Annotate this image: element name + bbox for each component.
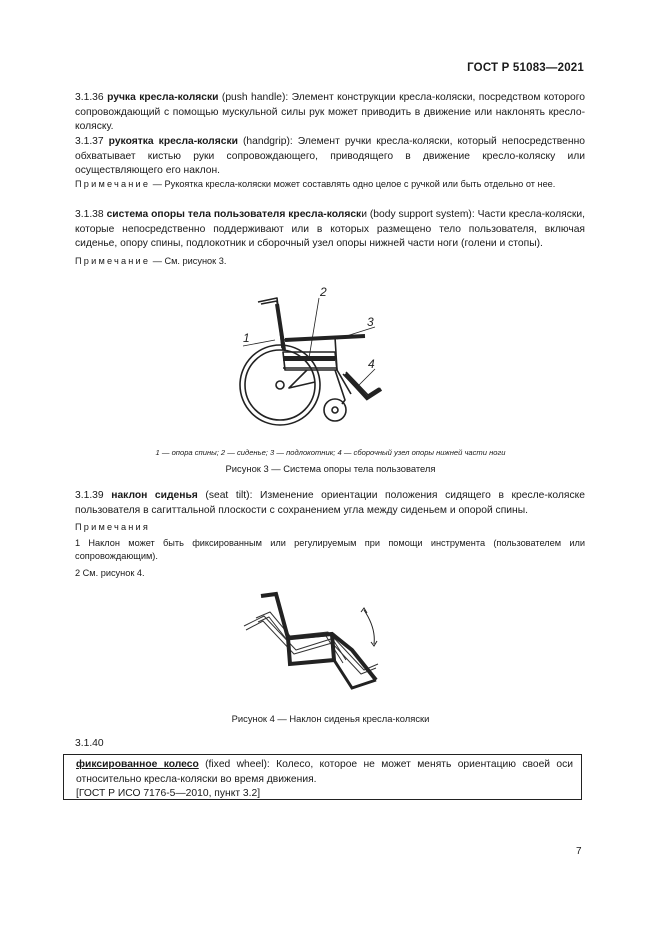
term-3-1-40-number: 3.1.40 [75, 738, 104, 749]
note-text: — Рукоятка кресла-коляски может составлять одно целое с ручкой или быть отдельно от нее. [150, 179, 556, 189]
term-title: фиксированное колесо [76, 759, 199, 770]
term-number: 3.1.37 [75, 136, 104, 147]
figure-4-caption: Рисунок 4 — Наклон сиденья кресла-коляски [231, 713, 430, 724]
notes-seat-tilt [75, 521, 585, 580]
note-label: Примечание [75, 256, 151, 266]
note-text: — См. рисунок 3. [150, 256, 227, 266]
note-label: Примечание [75, 179, 151, 189]
leg-support-assembly [345, 374, 381, 398]
term-definition: (handgrip): Элемент ручки кресла-коляски, который непосредственно обхватывает кистью руки сопровождающего, приводящего в движение кресло-коляску или осуществляющего его наклон. [75, 136, 585, 177]
note-item-1: 1 Наклон может быть фиксированным или регулируемым при помощи инструмента (пользователем или сопровождающим). [75, 537, 585, 561]
note-item-2: 2 См. рисунок 4. [75, 567, 145, 578]
term-3-1-39 [75, 489, 585, 518]
term-title-tail: и [361, 209, 367, 220]
term-source-reference: [ГОСТ Р ИСО 7176-5—2010, пункт 3.2] [76, 788, 261, 799]
term-3-1-36 [75, 91, 585, 135]
term-number: 3.1.36 [75, 92, 104, 103]
notes-label: Примечания [75, 522, 151, 532]
figure-4-seat-tilt [236, 588, 396, 703]
page-number: 7 [576, 846, 582, 857]
term-3-1-37 [75, 135, 585, 179]
term-3-1-40-box [63, 754, 582, 800]
figure-3-legend: 1 — опора спины; 2 — сиденье; 3 — подлокотник; 4 — сборочный узел опоры нижней части ноги [155, 448, 506, 457]
armrest-pad [285, 336, 365, 340]
term-title: система опоры тела пользователя кресла-коляск [106, 209, 362, 220]
term-definition: (body support system): Части кресла-коляски, которые непосредственно поддерживают или в которых размещено тело пользователя, включая сиденье, опору спины, подлокотник и сборочный узел опоры нижней части ноги (голени и стопы). [75, 209, 585, 250]
callout-1: 1 [243, 331, 250, 345]
term-definition: (push handle): Элемент конструкции кресла-коляски, посредством которого сопровождающий с помощью мускульной силы рук может приводить в движение или наклонять кресло-коляску. [75, 92, 585, 133]
caster-wheel [324, 399, 346, 421]
term-number: 3.1.39 [75, 490, 104, 501]
figure-3-wheelchair [225, 282, 425, 432]
note-handgrip [75, 178, 585, 192]
term-definition: (seat tilt): Изменение ориентации положения сидящего в кресле-коляске пользователя в сагиттальной плоскости с сохранением угла между сиденьем и опорой спины. [75, 490, 585, 516]
term-3-1-38 [75, 208, 585, 252]
back-support [277, 304, 284, 350]
doc-code-header: ГОСТ Р 51083—2021 [467, 62, 584, 74]
note-see-figure-3 [75, 255, 585, 269]
term-number: 3.1.38 [75, 209, 104, 220]
rotation-arrow-icon [364, 610, 374, 644]
term-title: ручка кресла-коляски [107, 92, 219, 103]
callout-2: 2 [320, 285, 327, 299]
figure-3-caption: Рисунок 3 — Система опоры тела пользователя [225, 463, 436, 474]
term-definition: (fixed wheel): Колесо, которое не может менять ориентацию своей оси относительно кресла-коляски во время движения. [76, 759, 573, 785]
term-title: рукоятка кресла-коляски [108, 136, 238, 147]
callout-3: 3 [367, 315, 374, 329]
callout-4: 4 [368, 357, 375, 371]
term-title: наклон сиденья [111, 490, 198, 501]
